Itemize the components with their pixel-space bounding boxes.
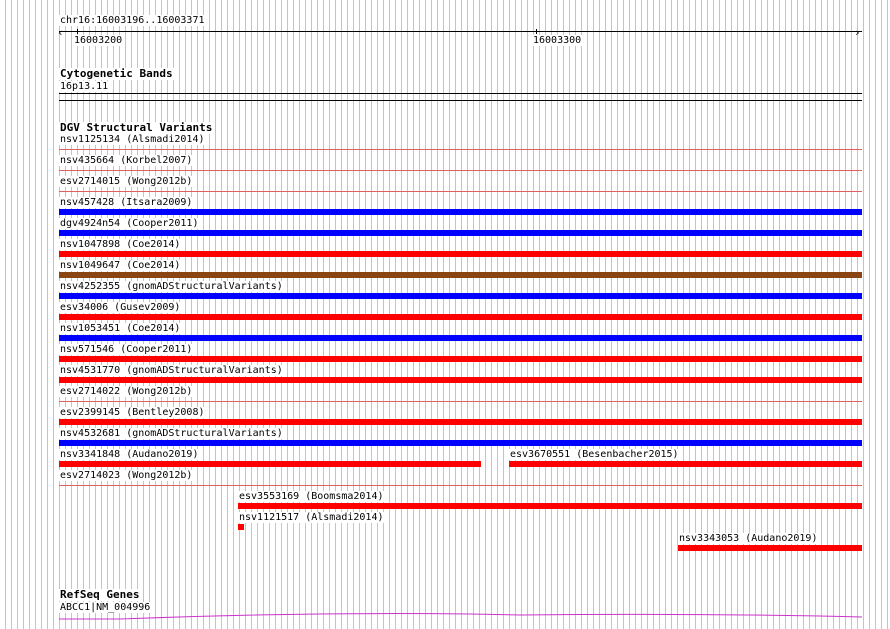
dgv-variant-bar[interactable]: [59, 356, 862, 362]
dgv-row-separator: [59, 149, 862, 150]
dgv-variant-label[interactable]: nsv4252355 (gnomADStructuralVariants): [60, 281, 283, 292]
dgv-variant-bar[interactable]: [238, 503, 862, 509]
dgv-variant-label[interactable]: esv2714022 (Wong2012b): [60, 386, 193, 397]
refseq-track-title[interactable]: RefSeq Genes: [60, 588, 140, 601]
dgv-variant-bar[interactable]: [59, 230, 862, 236]
dgv-variant-label[interactable]: esv3553169 (Boomsma2014): [239, 491, 384, 502]
refseq-gene-line: [59, 614, 862, 619]
dgv-variant-label[interactable]: esv34006 (Gusev2009): [60, 302, 181, 313]
dgv-variant-label[interactable]: nsv1121517 (Alsmadi2014): [239, 512, 384, 523]
cytoband-track-title[interactable]: Cytogenetic Bands: [60, 67, 173, 80]
dgv-variant-label[interactable]: nsv571546 (Cooper2011): [60, 344, 193, 355]
ruler-tick: [77, 29, 78, 34]
dgv-variant-label[interactable]: nsv435664 (Korbel2007): [60, 155, 193, 166]
dgv-variant-bar[interactable]: [238, 524, 244, 530]
dgv-row-separator: [59, 170, 862, 171]
dgv-variant-label[interactable]: esv2714023 (Wong2012b): [60, 470, 193, 481]
ruler-tick: [536, 29, 537, 34]
ruler-tick-label: 16003200: [74, 35, 123, 46]
ruler-axis: [59, 31, 862, 32]
dgv-variant-label[interactable]: esv2714015 (Wong2012b): [60, 176, 193, 187]
refseq-gene-feature[interactable]: [0, 608, 890, 629]
dgv-row-separator: [59, 191, 862, 192]
dgv-variant-label[interactable]: dgv4924n54 (Cooper2011): [60, 218, 199, 229]
dgv-variant-label[interactable]: esv3670551 (Besenbacher2015): [510, 449, 679, 460]
dgv-track-title[interactable]: DGV Structural Variants: [60, 121, 213, 134]
ruler-tick-label: 16003300: [533, 35, 582, 46]
dgv-variant-bar[interactable]: [59, 272, 862, 278]
dgv-row-separator: [59, 485, 862, 486]
dgv-variant-bar[interactable]: [59, 293, 862, 299]
dgv-variant-label[interactable]: nsv3341848 (Audano2019): [60, 449, 199, 460]
dgv-variant-label[interactable]: nsv1125134 (Alsmadi2014): [60, 134, 205, 145]
ruler-right-arrow: ›: [854, 26, 861, 39]
cytoband-line: [59, 93, 862, 94]
dgv-variant-label[interactable]: nsv1047898 (Coe2014): [60, 239, 181, 250]
dgv-variant-bar[interactable]: [59, 377, 862, 383]
ruler-left-arrow: ‹: [57, 26, 64, 39]
cytoband-separator: [59, 100, 862, 101]
dgv-variant-bar[interactable]: [59, 209, 862, 215]
dgv-variant-bar[interactable]: [59, 419, 862, 425]
refseq-gene-label[interactable]: ABCC1|NM_004996: [60, 602, 151, 613]
cytoband-label[interactable]: 16p13.11: [60, 81, 109, 92]
dgv-variant-bar[interactable]: [509, 461, 862, 467]
dgv-variant-label[interactable]: nsv3343053 (Audano2019): [679, 533, 818, 544]
dgv-variant-label[interactable]: nsv1053451 (Coe2014): [60, 323, 181, 334]
dgv-variant-bar[interactable]: [678, 545, 862, 551]
dgv-variant-label[interactable]: nsv1049647 (Coe2014): [60, 260, 181, 271]
dgv-variant-label[interactable]: esv2399145 (Bentley2008): [60, 407, 205, 418]
dgv-variant-bar[interactable]: [59, 440, 862, 446]
dgv-variant-bar[interactable]: [59, 461, 481, 467]
region-label: chr16:16003196..16003371: [60, 15, 205, 26]
dgv-variant-bar[interactable]: [59, 335, 862, 341]
dgv-variant-label[interactable]: nsv4532681 (gnomADStructuralVariants): [60, 428, 283, 439]
dgv-variant-label[interactable]: nsv457428 (Itsara2009): [60, 197, 193, 208]
dgv-variant-bar[interactable]: [59, 251, 862, 257]
dgv-variant-bar[interactable]: [59, 314, 862, 320]
dgv-variant-label[interactable]: nsv4531770 (gnomADStructuralVariants): [60, 365, 283, 376]
dgv-row-separator: [59, 401, 862, 402]
